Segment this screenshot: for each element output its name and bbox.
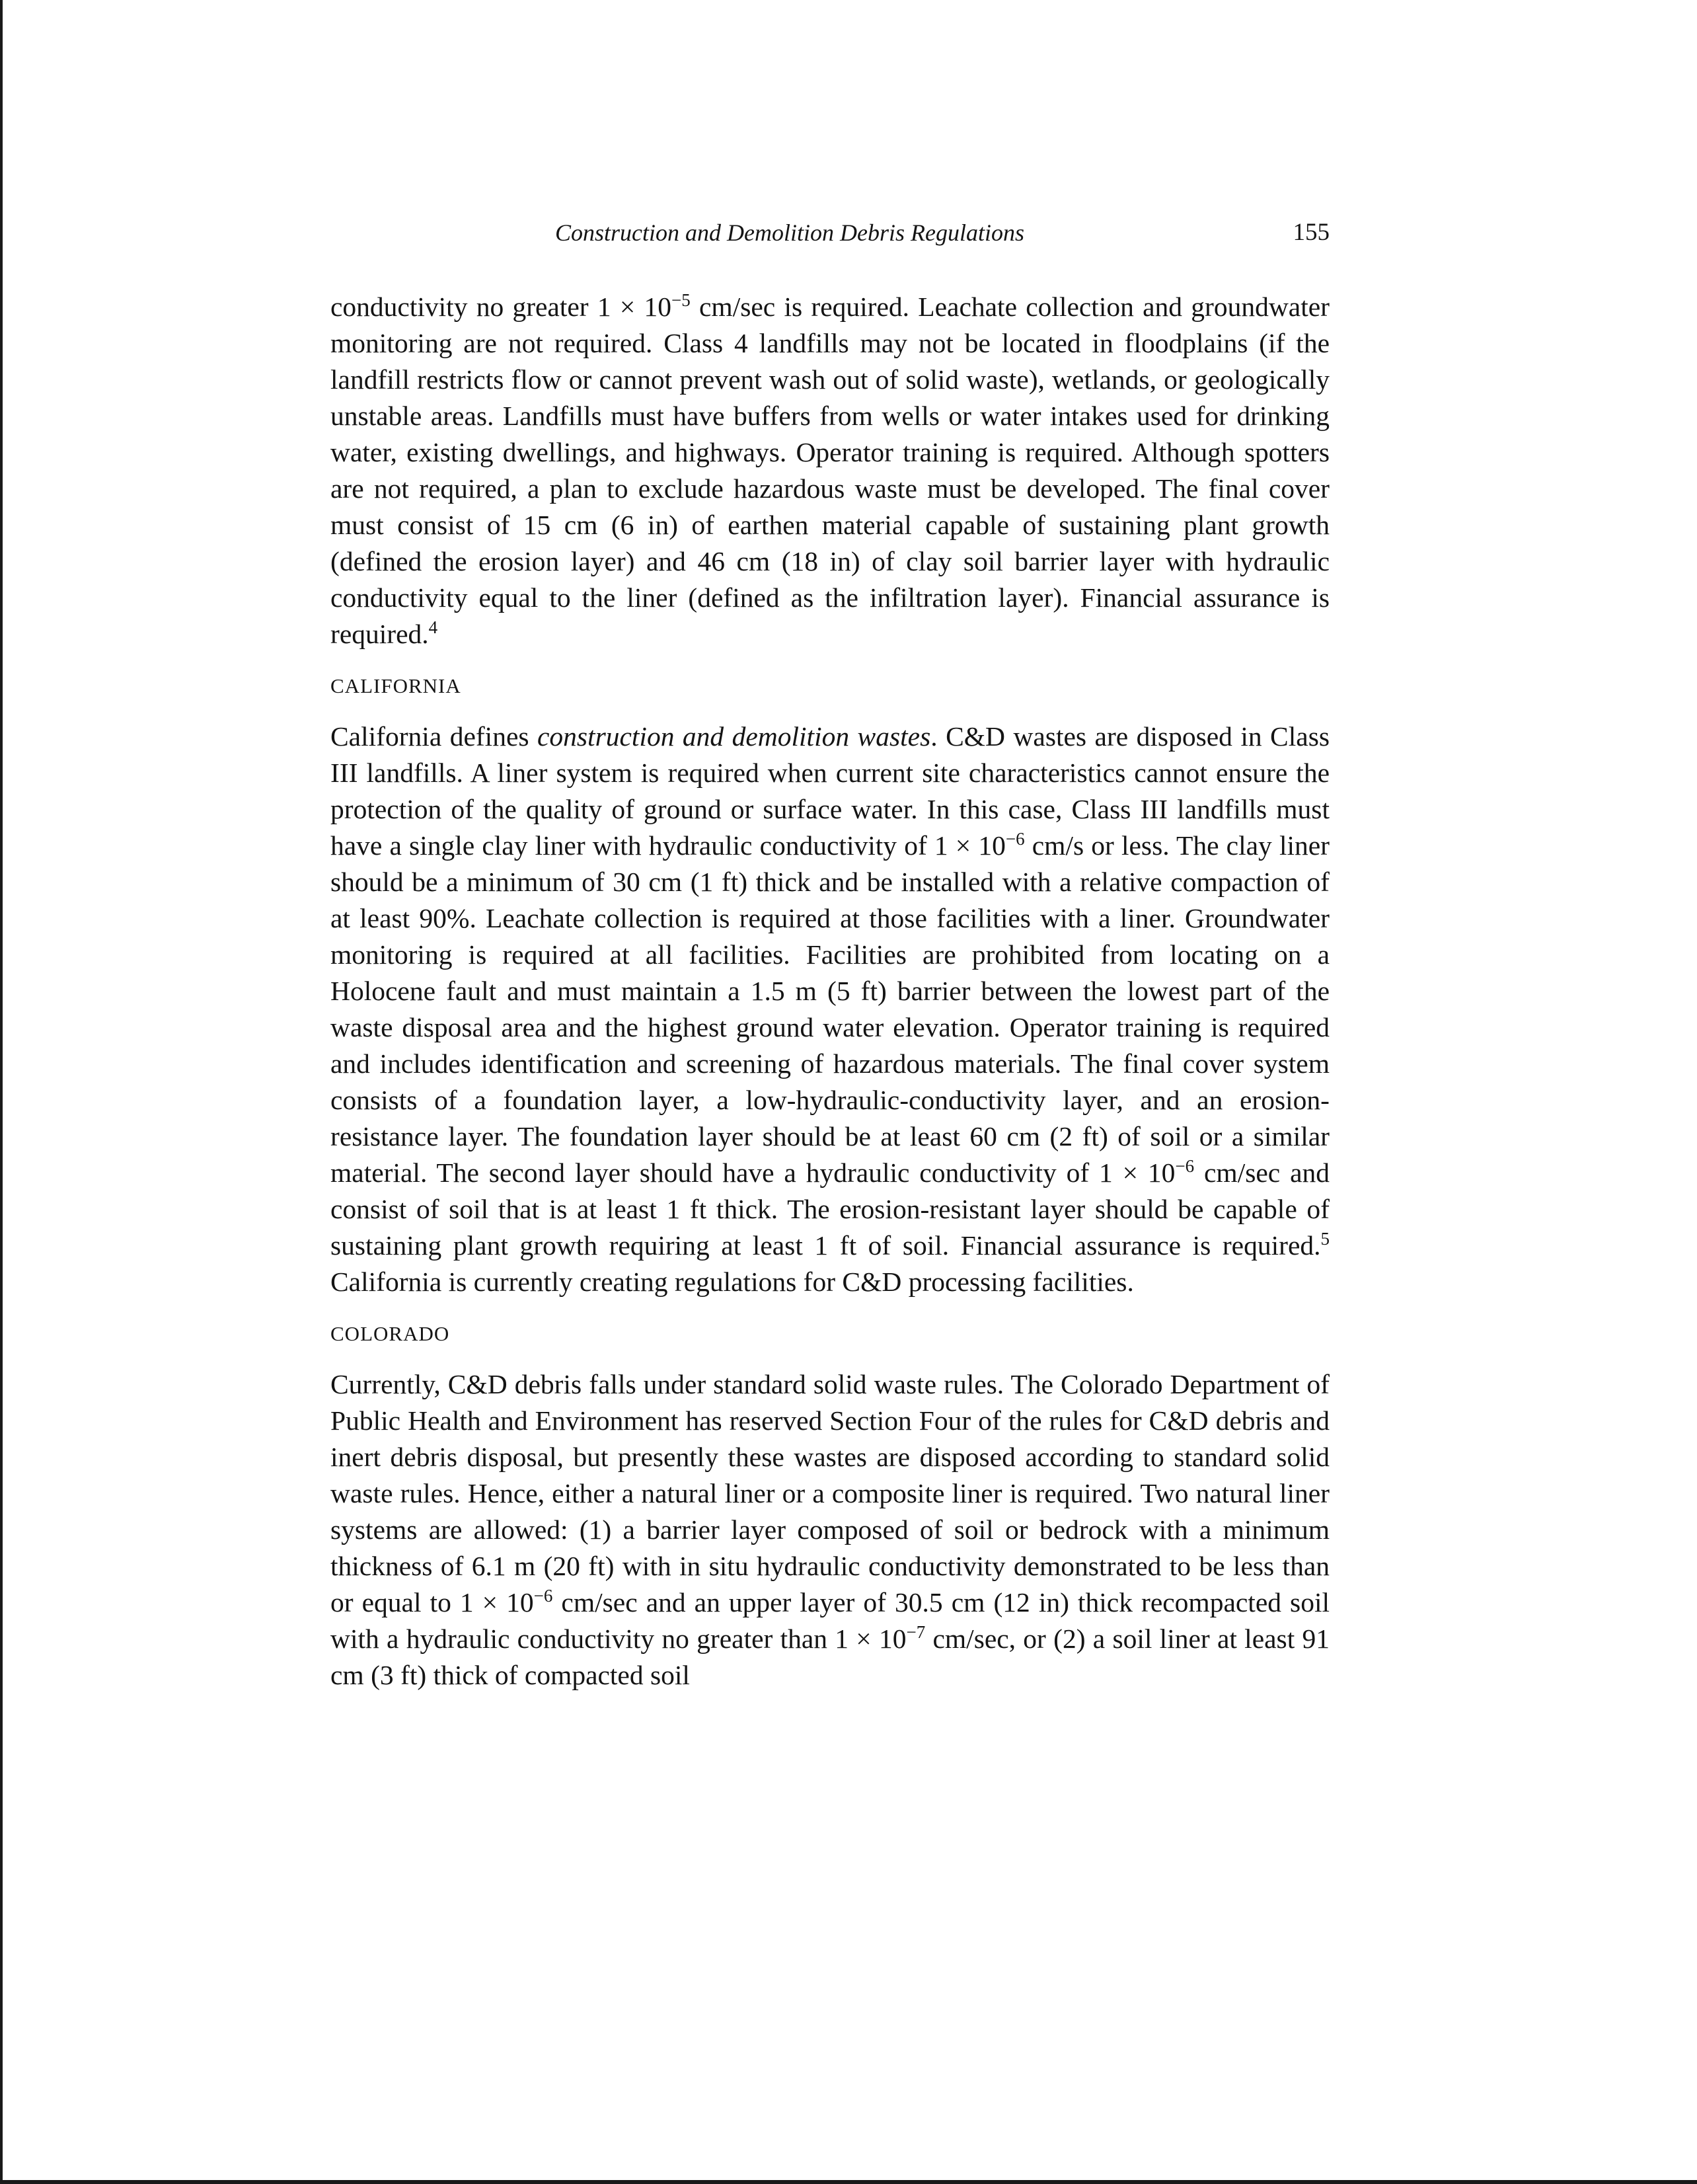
scan-edge-bottom xyxy=(0,2180,1697,2184)
scan-edge-left xyxy=(0,0,3,2184)
text-run: . C&D wastes are disposed in Class III landfills. A liner system is required when current site characteristics cannot ensure the protection of the quality of ground or surface water. In this case, Class III landfills must have a single clay liner with hydraulic conductivity of 1 × 10 xyxy=(330,721,1330,861)
superscript: −6 xyxy=(1175,1156,1195,1176)
text-run: Currently, C&D debris falls under standard solid waste rules. The Colorado Department of Public Health and Environment has reserved Section Four of the rules for C&D debris and inert debris disposal, but presently these wastes are disposed according to standard solid waste rules. Hence, either a natural liner or a composite liner is required. Two natural liner systems are allowed: (1) a barrier layer composed of soil or bedrock with a minimum thickness of 6.1 m (20 ft) with in situ hydraulic conductivity demonstrated to be less than or equal to 1 × 10 xyxy=(330,1369,1330,1618)
text-run: California is currently creating regulations for C&D processing facilities. xyxy=(330,1267,1134,1297)
section-heading-colorado: COLORADO xyxy=(330,1322,450,1345)
page-number: 155 xyxy=(1293,219,1330,246)
running-header xyxy=(330,213,1330,253)
text-run: cm/sec and consist of soil that is at least 1 ft thick. The erosion-resistant layer should be capable of sustaining plant growth requiring at least 1 ft of soil. Financial assurance is required. xyxy=(330,1157,1330,1261)
paragraph-california xyxy=(330,719,1330,1300)
text-run: conductivity no greater 1 × 10 xyxy=(330,292,672,322)
italic-term: construction and demolition wastes xyxy=(537,721,931,752)
text-run: California defines xyxy=(330,721,537,752)
superscript: −6 xyxy=(1005,829,1025,849)
text-run: cm/sec is required. Leachate collection and groundwater monitoring are not required. Class 4 landfills may not be located in floodplains (if the landfill restricts flow or cannot prevent wash out of solid waste), wetlands, or geologically unstable areas. Landfills must have buffers from wells or water intakes used for drinking water, existing dwellings, and highways. Operator training is required. Although spotters are not required, a plan to exclude hazardous waste must be developed. The final cover must consist of 15 cm (6 in) of earthen material capable of sustaining plant growth (defined the erosion layer) and 46 cm (18 in) of clay soil barrier layer with hydraulic conductivity equal to the liner (defined as the infiltration layer). Financial assurance is required. xyxy=(330,292,1330,649)
text-run: cm/s or less. The clay liner should be a minimum of 30 cm (1 ft) thick and be installed with a relative compaction of at least 90%. Leachate collection is required at those facilities with a liner. Groundwater monitoring is required at all facilities. Facilities are prohibited from locating on a Holocene fault and must maintain a 1.5 m (5 ft) barrier between the lowest part of the waste disposal area and the highest ground water elevation. Operator training is required and includes identification and screening of hazardous materials. The final cover system consists of a foundation layer, a low-hydraulic-conductivity layer, and an erosion-resistance layer. The foundation layer should be at least 60 cm (2 ft) of soil or a similar material. The second layer should have a hydraulic conductivity of 1 × 10 xyxy=(330,830,1330,1188)
body-text xyxy=(330,289,1330,1694)
superscript: 4 xyxy=(428,617,438,637)
section-heading-california: CALIFORNIA xyxy=(330,674,461,697)
paragraph-class4-landfills xyxy=(330,289,1330,652)
paragraph-colorado xyxy=(330,1366,1330,1694)
superscript: 5 xyxy=(1320,1229,1330,1249)
superscript: −7 xyxy=(906,1622,926,1642)
text-run: cm/sec and an upper layer of 30.5 cm (12 in) thick recompacted soil with a hydraulic conductivity no greater than 1 × 10 xyxy=(330,1587,1330,1654)
running-title: Construction and Demolition Debris Regulations xyxy=(555,219,1024,246)
superscript: −6 xyxy=(533,1586,553,1606)
text-run: cm/sec, or (2) a soil liner at least 91 cm (3 ft) thick of compacted soil xyxy=(330,1623,1330,1690)
superscript: −5 xyxy=(671,290,691,310)
